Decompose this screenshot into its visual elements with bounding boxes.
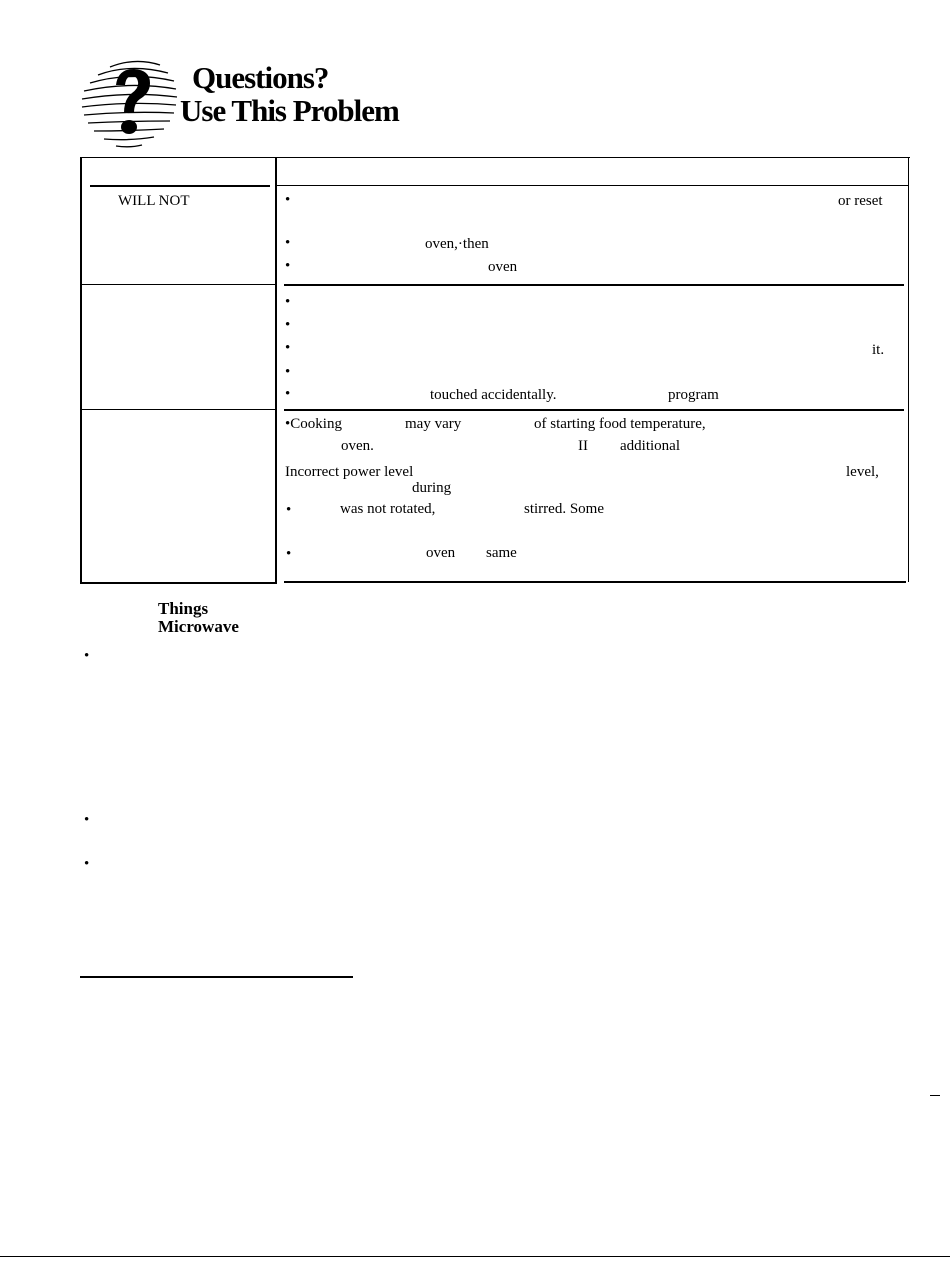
bullet: • (285, 340, 291, 356)
header-rule (275, 185, 908, 186)
page-title-line1: Questions? (192, 60, 329, 95)
row3-additional: additional (620, 438, 680, 454)
bullet: • (285, 364, 291, 380)
row3-level: level, (846, 464, 879, 480)
row1-rule-left (80, 284, 275, 285)
tips-heading-line2: Microwave (158, 617, 239, 636)
row2-rule-right (284, 409, 904, 411)
row1-item3-text: oven (488, 259, 518, 275)
bullet: • (285, 416, 291, 432)
row3-ii: II (578, 438, 588, 454)
bullet: • (285, 317, 291, 333)
row2-rule-left (80, 409, 275, 410)
bullet: • (285, 235, 291, 251)
row3-same: same (486, 545, 517, 561)
row3-line1 (285, 416, 342, 432)
problem-text-will-not: WILL NOT (118, 193, 190, 209)
bullet: • (84, 856, 90, 872)
row3-during: during (412, 480, 452, 496)
section-divider (80, 976, 353, 978)
row3-may-vary: may vary (405, 416, 462, 432)
row2-item5-text: touched accidentally. (430, 387, 557, 403)
problem-header-underline (90, 185, 270, 187)
row1-rule-right (284, 284, 904, 286)
row3-incorrect-power: Incorrect power level (285, 464, 414, 480)
table-bottom-right (284, 581, 906, 583)
row3-stirred: stirred. Some (524, 501, 604, 517)
bullet: • (285, 386, 291, 402)
row1-item2-text: oven,·then (425, 236, 489, 252)
tips-heading-line1: Things (158, 599, 209, 618)
row3-cooking: Cooking (290, 416, 342, 432)
bullet: • (286, 546, 292, 562)
table-top-border (80, 157, 910, 158)
row3-oven: oven. (341, 438, 374, 454)
bullet: • (286, 502, 292, 518)
row2-item5-extra: program (668, 387, 719, 403)
row1-item1-text: or reset (838, 193, 883, 209)
page-title-line2: Use This Problem (180, 93, 399, 128)
margin-mark (930, 1095, 940, 1096)
table-left-border (80, 157, 82, 584)
row2-item3-text: it. (872, 342, 885, 358)
question-mark-icon (80, 55, 180, 150)
page-bottom-rule (0, 1256, 950, 1257)
bullet: • (84, 812, 90, 828)
table-bottom-left (80, 582, 275, 584)
row3-starting-temp: of starting food temperature, (534, 416, 706, 432)
bullet: • (84, 648, 90, 664)
table-column-divider (275, 157, 277, 584)
bullet: • (285, 258, 291, 274)
row3-not-rotated: was not rotated, (340, 501, 436, 517)
row3-oven-2: oven (426, 545, 456, 561)
bullet: • (285, 294, 291, 310)
table-right-border (908, 157, 909, 582)
bullet: • (285, 192, 291, 208)
